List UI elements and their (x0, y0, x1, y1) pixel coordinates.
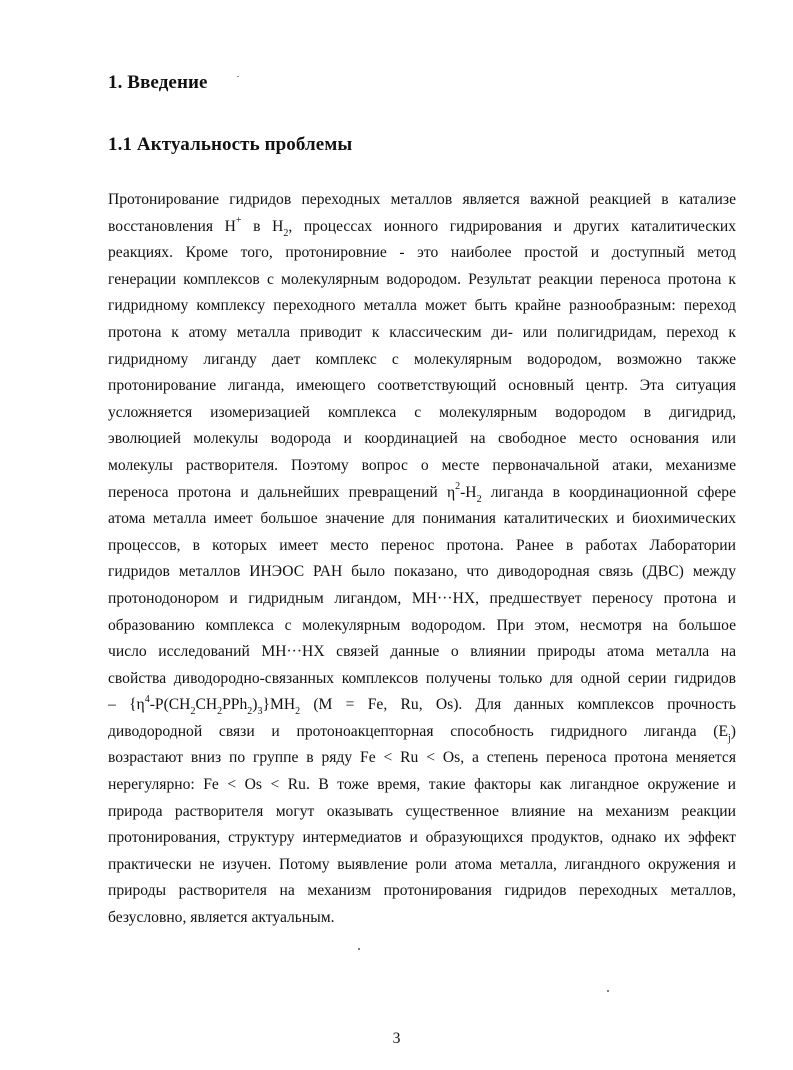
text-line (108, 240, 736, 267)
superscript: 2 (455, 481, 461, 493)
text-run: практически не изучен. Потому выявление роли атома металла, лигандного окружения и (108, 855, 736, 873)
subscript: 2 (190, 706, 196, 718)
text-run: природы растворителя на механизм протонирования гидридов переходных металлов, (108, 882, 736, 900)
scan-speck (358, 948, 360, 950)
subscript: 2 (295, 706, 301, 718)
text-run: -P(CH (149, 696, 191, 714)
subscript: 2 (283, 227, 289, 239)
text-run: протонирование лиганда, имеющего соответствующий основный центр. Эта ситуация (108, 377, 736, 395)
text-run: молекулы растворителя. Поэтому вопрос о месте первоначальной атаки, механизме (108, 456, 736, 474)
text-line (108, 666, 736, 693)
text-run: возрастают вниз по группе в ряду Fe < Ru < Os, а степень переноса протона меняется (108, 749, 736, 767)
text-line (108, 692, 736, 719)
text-line (108, 719, 736, 746)
text-run: природа растворителя могут оказывать существенное влияние на механизм реакции (108, 802, 736, 820)
text-run: }MH (262, 696, 296, 714)
text-run: число исследований MH···HX связей данные о влиянии природы атома металла на (108, 643, 736, 661)
text-run: протонодонором и гидридным лигандом, MH···HX, предшествует переносу протона и (108, 589, 736, 607)
text-line (108, 586, 736, 613)
text-line (108, 905, 736, 932)
text-run: нерегулярно: Fe < Os < Ru. В тоже время, такие факторы как лигандное окружение и (108, 776, 736, 794)
text-run: (M = Fe, Ru, Os). Для данных комплексов прочность (300, 696, 736, 714)
page-number: 3 (392, 1030, 401, 1047)
text-run: -H (460, 483, 477, 501)
text-run: безусловно, является актуальным. (108, 909, 335, 927)
text-line (108, 400, 736, 427)
text-run: атома металла имеет большое значение для понимания каталитических и биохимических (108, 510, 736, 528)
text-line (108, 293, 736, 320)
text-line (108, 825, 736, 852)
text-line (108, 426, 736, 453)
text-line (108, 480, 736, 507)
text-run: эволюцией молекулы водорода и координацией на свободное место основания или (108, 430, 736, 448)
text-run: , процессах ионного гидрирования и других каталитических (288, 217, 737, 235)
text-run: образованию комплекса с молекулярным водородом. При этом, несмотря на большое (108, 616, 736, 634)
text-run: восстановления H (108, 217, 236, 235)
text-line (108, 613, 736, 640)
text-line (108, 267, 736, 294)
text-line (108, 878, 736, 905)
text-line (108, 214, 736, 241)
scan-speck (237, 76, 239, 77)
text-run: гидридному лиганду дает комплекс с молекулярным водородом, возможно также (108, 350, 736, 368)
text-run: диводородной связи и протоноакцепторная способность гидридного лиганда (E (108, 722, 729, 740)
text-line (108, 559, 736, 586)
text-run: лиганда в координационной сфере (481, 483, 736, 501)
text-line (108, 347, 736, 374)
text-run: свойства диводородно-связанных комплексов получены только для одной серии гидридов (108, 669, 736, 687)
subscript: j (728, 732, 731, 744)
body-paragraph (108, 187, 736, 932)
text-run: переноса протона и дальнейших превращений η (108, 483, 456, 501)
text-run: гидридов металлов ИНЭОС РАН было показано, что диводородная связь (ДВС) между (108, 563, 736, 581)
text-line (108, 187, 736, 214)
text-run: протона к атому металла приводит к классическим ди- или полигидридам, переход к (108, 323, 736, 341)
text-run: – {η (108, 696, 145, 714)
subscript: 3 (257, 706, 263, 718)
text-run: реакциях. Кроме того, протонировние - это наиболее простой и доступный метод (108, 244, 736, 262)
text-run: CH (195, 696, 218, 714)
text-line (108, 799, 736, 826)
text-run: генерации комплексов с молекулярным водородом. Результат реакции переноса протона к (108, 270, 736, 288)
text-line (108, 453, 736, 480)
subsection-heading: 1.1 Актуальность проблемы (108, 134, 353, 155)
text-run: ) (730, 722, 736, 740)
text-line (108, 373, 736, 400)
text-line (108, 533, 736, 560)
subscript: 2 (217, 706, 223, 718)
superscript: + (235, 215, 242, 227)
text-run: в H (241, 217, 284, 235)
text-run: гидридному комплексу переходного металла может быть крайне разнообразным: переход (108, 297, 736, 315)
subscript: 2 (476, 493, 482, 505)
text-run: процессов, в которых имеет место перенос протона. Ранее в работах Лаборатории (108, 536, 736, 554)
subscript: 2 (247, 706, 253, 718)
text-line (108, 772, 736, 799)
text-line (108, 852, 736, 879)
text-run: Протонирование гидридов переходных металлов является важной реакцией в катализе (108, 191, 736, 208)
superscript: 4 (144, 694, 150, 706)
text-line (108, 639, 736, 666)
text-run: ) (252, 696, 258, 714)
text-run: протонирования, структуру интермедиатов и образующихся продуктов, однако их эффект (108, 829, 736, 847)
scan-speck (607, 990, 609, 992)
text-line (108, 745, 736, 772)
text-run: PPh (222, 696, 248, 714)
text-run: усложняется изомеризацией комплекса с молекулярным водородом в дигидрид, (108, 403, 736, 421)
text-line (108, 506, 736, 533)
section-heading: 1. Введение (108, 72, 208, 93)
text-line (108, 320, 736, 347)
